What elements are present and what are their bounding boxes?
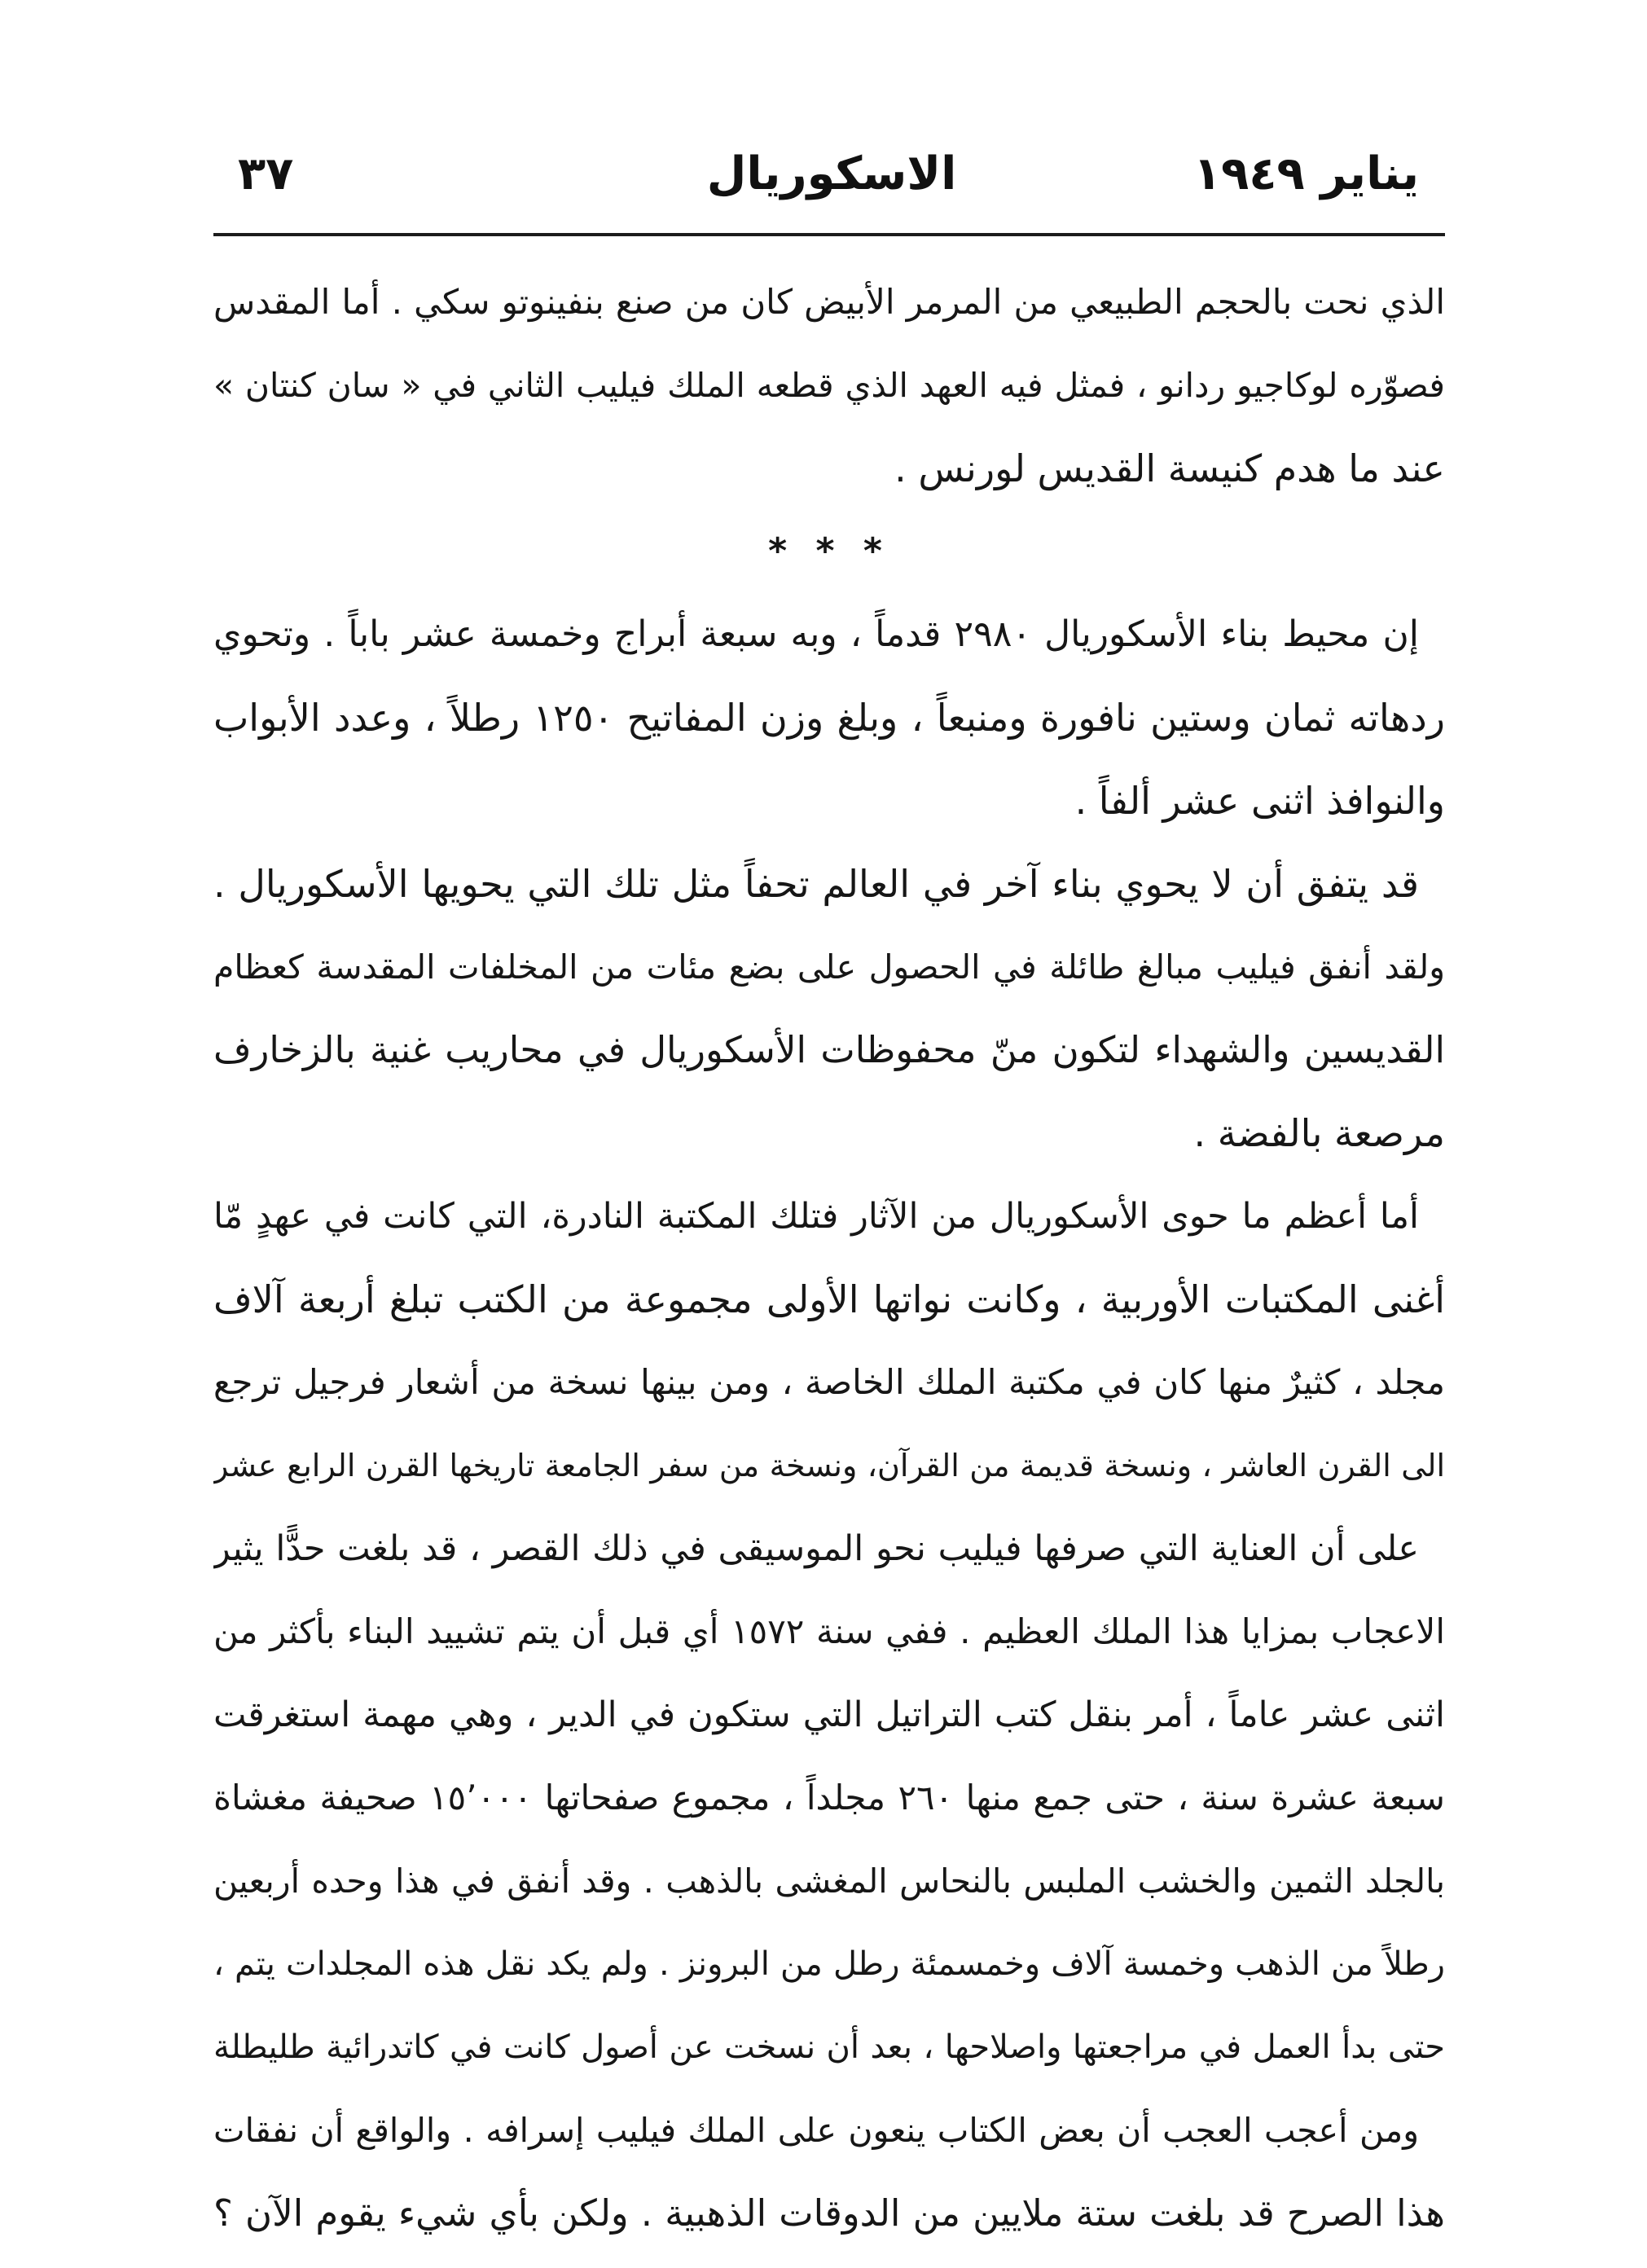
paragraph <box>213 1175 1445 1507</box>
text-line: ولقد أنفق فيليب مبالغ طائلة في الحصول على بضع مئات من المخلفات المقدسة كعظام <box>213 947 1445 987</box>
text-line: الى القرن العاشر ، ونسخة قديمة من القرآن، ونسخة من سفر الجامعة تاريخها القرن الرابع عشر <box>213 1448 1445 1483</box>
text-line: على أن العناية التي صرفها فيليب نحو الموسيقى في ذلك القصر ، قد بلغت حدًّا يثير <box>213 1528 1419 1569</box>
paragraph <box>213 593 1445 842</box>
body-text <box>213 261 1445 2255</box>
header-date: يناير ١٩٤٩ <box>1193 147 1419 200</box>
text-line: الذي نحت بالحجم الطبيعي من المرمر الأبيض كان من صنع بنفينوتو سكي . أما المقدس <box>213 282 1445 322</box>
text-line: سبعة عشرة سنة ، حتى جمع منها ٢٦٠ مجلداً ، مجموع صفحاتها ١٥٬٠٠٠ صحيفة مغشاة <box>213 1778 1445 1817</box>
text-line: مرصعة بالفضة . <box>1193 1111 1445 1155</box>
text-line: والنوافذ اثنى عشر ألفاً . <box>1074 779 1445 823</box>
paragraph <box>213 842 1445 1175</box>
text-line: أغنى المكتبات الأوربية ، وكانت نواتها الأولى مجموعة من الكتب تبلغ أربعة آلاف <box>213 1277 1445 1321</box>
text-line: مجلد ، كثيرٌ منها كان في مكتبة الملك الخاصة ، ومن بينها نسخة من أشعار فرجيل ترجع <box>213 1362 1445 1402</box>
section-separator: * * * <box>768 530 890 572</box>
text-line: القديسين والشهداء لتكون منّ محفوظات الأسكوريال في محاريب غنية بالزخارف <box>213 1028 1445 1071</box>
header-title: الاسكوريال <box>706 147 957 200</box>
text-line: الاعجاب بمزايا هذا الملك العظيم . ففي سنة ١٥٧٢ أي قبل أن يتم تشييد البناء بأكثر من <box>213 1611 1445 1651</box>
text-line: عند ما هدم كنيسة القديس لورنس . <box>894 446 1445 490</box>
page-number: ٣٧ <box>238 147 294 200</box>
text-line: ومن أعجب العجب أن بعض الكتاب ينعون على الملك فيليب إسرافه . والواقع أن نفقات <box>213 2111 1419 2150</box>
text-line: ردهاته ثمان وستين نافورة ومنبعاً ، وبلغ وزن المفاتيح ١٢٥٠ رطلاً ، وعدد الأبواب <box>213 696 1445 740</box>
paragraph <box>213 261 1445 510</box>
text-line: اثنى عشر عاماً ، أمر بنقل كتب التراتيل التي ستكون في الدير ، وهي مهمة استغرقت <box>213 1694 1445 1735</box>
text-line: أما أعظم ما حوى الأسكوريال من الآثار فتلك المكتبة النادرة، التي كانت في عهدٍ مّا <box>213 1196 1419 1237</box>
header-rule <box>213 233 1445 236</box>
text-line: حتى بدأ العمل في مراجعتها واصلاحها ، بعد أن نسخت عن أصول كانت في كاتدرائية طليطلة <box>213 2028 1445 2066</box>
paragraph <box>213 2089 1445 2255</box>
paragraph <box>213 1507 1445 2089</box>
text-line: فصوّره لوكاجيو ردانو ، فمثل فيه العهد الذي قطعه الملك فيليب الثاني في « سان كنتان » <box>213 366 1445 405</box>
text-line: إن محيط بناء الأسكوريال ٢٩٨٠ قدماً ، وبه سبعة أبراج وخمسة عشر باباً . وتحوي <box>213 613 1419 655</box>
text-line: هذا الصرح قد بلغت ستة ملايين من الدوقات الذهبية . ولكن بأي شيء يقوم الآن ؟ <box>213 2191 1445 2235</box>
text-line: قد يتفق أن لا يحوي بناء آخر في العالم تحفاً مثل تلك التي يحويها الأسكوريال . <box>213 862 1419 906</box>
text-line: رطلاً من الذهب وخمسة آلاف وخمسمئة رطل من البرونز . ولم يكد نقل هذه المجلدات يتم ، <box>213 1945 1445 1983</box>
text-line: بالجلد الثمين والخشب الملبس بالنحاس المغشى بالذهب . وقد أنفق في هذا وحده أربعين <box>213 1861 1445 1901</box>
